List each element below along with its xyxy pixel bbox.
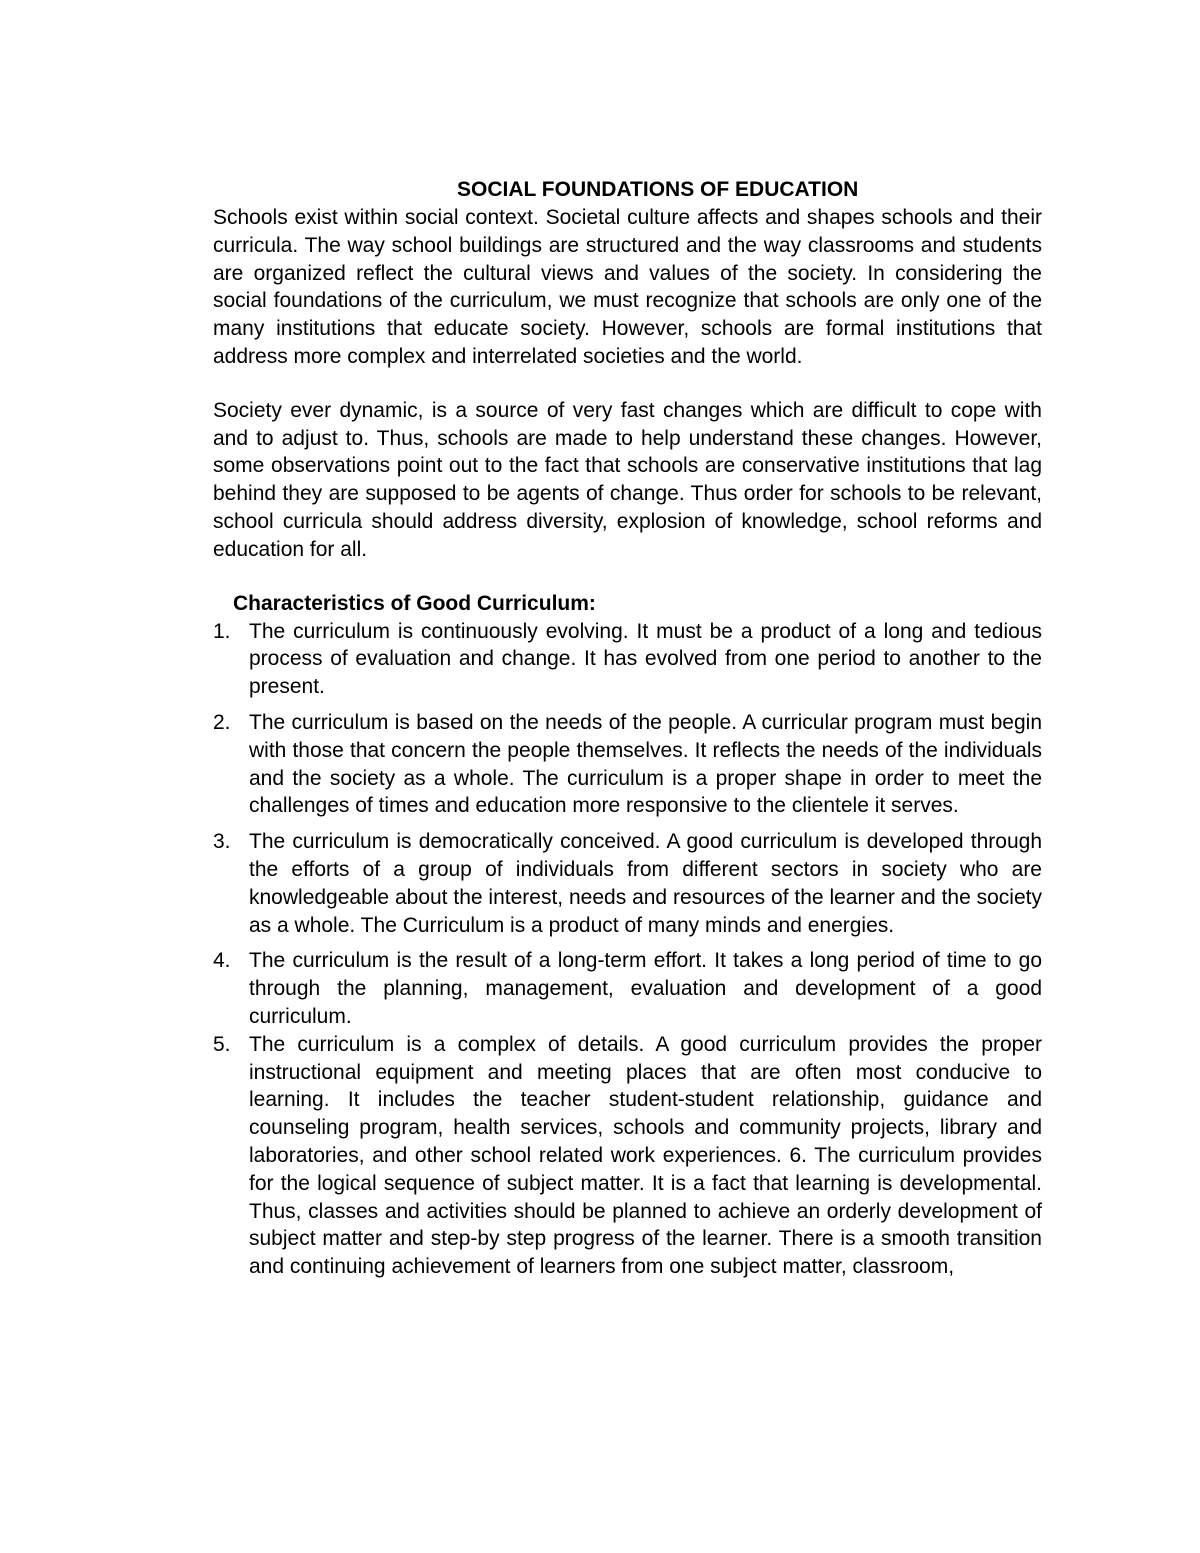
paragraph-intro: Schools exist within social context. Societal culture affects and shapes schools and their curricula. The way school buildings are structured and the way classrooms and students are organized reflect the cultural views and values of the society. In considering the social foundations of the curriculum, we must recognize that schools are only one of the many institutions that educate society. However, schools are formal institutions that address more complex and interrelated societies and the world. [213,206,1042,368]
list-item-number: 4. [213,949,231,973]
list-item-number: 2. [213,710,231,734]
list-item [213,618,1042,701]
list-item [213,1031,1042,1281]
paragraph-society: Society ever dynamic, is a source of very fast changes which are difficult to cope with and to adjust to. Thus, schools are made to help understand these changes. However, some observations point out to the fact that schools are conservative institutions that lag behind they are supposed to be agents of change. Thus order for schools to be relevant, school curricula should address diversity, explosion of knowledge, school reforms and education for all. [213,398,1042,561]
list-item-text: The curriculum is the result of a long-term effort. It takes a long period of time to go through the planning, management, evaluation and development of a good curriculum. [249,949,1042,1028]
list-item-text: The curriculum is continuously evolving. It must be a product of a long and tedious process of evaluation and change. It has evolved from one period to another to the present. [249,619,1042,699]
list-item-number: 3. [213,830,231,854]
characteristics-heading: Characteristics of Good Curriculum: [233,591,596,615]
list-item [213,947,1042,1030]
list-item [213,709,1042,820]
document-page [213,176,1042,1281]
list-item-number: 1. [213,619,231,643]
list-item-number: 5. [213,1032,231,1056]
list-item-text: The curriculum is based on the needs of the people. A curricular program must begin with those that concern the people themselves. It reflects the needs of the individuals and the society as a whole. The curriculum is a proper shape in order to meet the challenges of times and education more responsive to the clientele it serves. [249,710,1042,818]
characteristics-list [213,618,1042,1281]
document-title: SOCIAL FOUNDATIONS OF EDUCATION [457,178,859,201]
list-item-text: The curriculum is democratically conceived. A good curriculum is developed through the efforts of a group of individuals from different sectors in society who are knowledgeable about the interest, needs and resources of the learner and the society as a whole. The Curriculum is a product of many minds and energies. [249,830,1042,937]
list-item-text: The curriculum is a complex of details. A good curriculum provides the proper instructional equipment and meeting places that are often most conducive to learning. It includes the teacher student-student relationship, guidance and counseling program, health services, schools and community projects, library and laboratories, and other school related work experiences. 6. The curriculum provides for the logical sequence of subject matter. It is a fact that learning is developmental. Thus, classes and activities should be planned to achieve an orderly development of subject matter and step-by step progress of the learner. There is a smooth transition and continuing achievement of learners from one subject matter, classroom, [249,1032,1042,1279]
list-item [213,828,1042,939]
